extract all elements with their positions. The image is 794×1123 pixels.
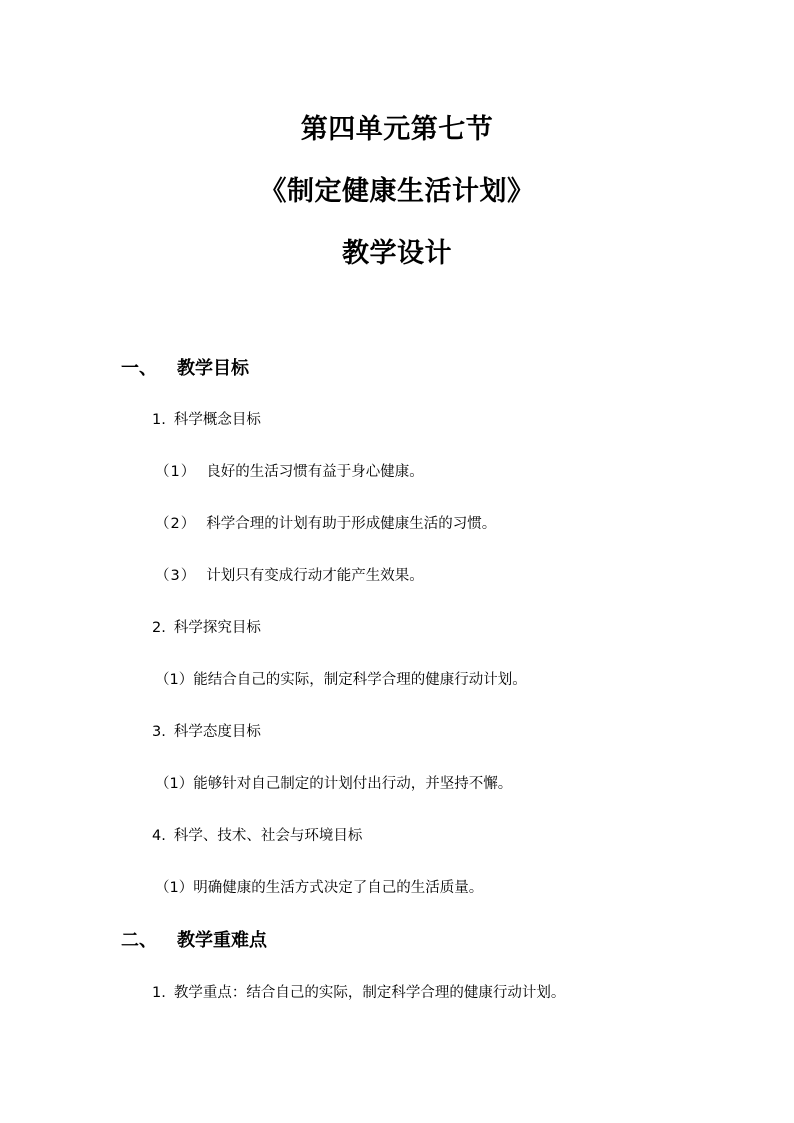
list-item	[155, 774, 512, 794]
item-marker: （1）	[155, 880, 194, 896]
item-text: 科学探究目标	[173, 620, 261, 636]
item-text: 教学重点：结合自己的实际，制定科学合理的健康行动计划。	[173, 985, 566, 1001]
item-marker: （1）	[155, 776, 194, 792]
list-item	[152, 722, 261, 742]
item-marker: 2.	[152, 620, 166, 636]
title-line-design: 教学设计	[342, 238, 452, 269]
title-line-lesson: 《制定健康生活计划》	[259, 176, 535, 207]
list-item	[155, 566, 424, 586]
item-marker: 4.	[152, 828, 166, 844]
list-item	[155, 514, 496, 534]
item-text: 科学概念目标	[173, 412, 261, 428]
list-item	[155, 670, 527, 690]
section-title: 教学重难点	[177, 930, 267, 951]
item-marker: （3）	[155, 568, 197, 584]
section-number: 二、	[121, 930, 157, 951]
title-line-unit: 第四单元第七节	[300, 114, 494, 145]
list-item	[152, 410, 261, 430]
section-heading-key-points	[121, 930, 267, 952]
item-text: 科学、技术、社会与环境目标	[173, 828, 363, 844]
section-title: 教学目标	[177, 358, 249, 379]
list-item	[155, 878, 483, 898]
list-item	[152, 618, 261, 638]
item-text: 科学态度目标	[173, 724, 261, 740]
list-item	[152, 826, 362, 846]
item-marker: 3.	[152, 724, 166, 740]
item-text: 计划只有变成行动才能产生效果。	[206, 568, 424, 584]
section-heading-objectives	[121, 358, 249, 380]
item-text: 能够针对自己制定的计划付出行动，并坚持不懈。	[193, 776, 513, 792]
list-item	[152, 983, 565, 1003]
item-marker: 1.	[152, 985, 166, 1001]
item-text: 科学合理的计划有助于形成健康生活的习惯。	[206, 516, 497, 532]
item-text: 明确健康的生活方式决定了自己的生活质量。	[193, 880, 484, 896]
list-item	[155, 462, 424, 482]
item-text: 良好的生活习惯有益于身心健康。	[206, 464, 424, 480]
item-marker: 1.	[152, 412, 166, 428]
item-marker: （1）	[155, 464, 197, 480]
section-number: 一、	[121, 358, 157, 379]
item-marker: （2）	[155, 516, 197, 532]
item-text: 能结合自己的实际，制定科学合理的健康行动计划。	[193, 672, 527, 688]
item-marker: （1）	[155, 672, 194, 688]
